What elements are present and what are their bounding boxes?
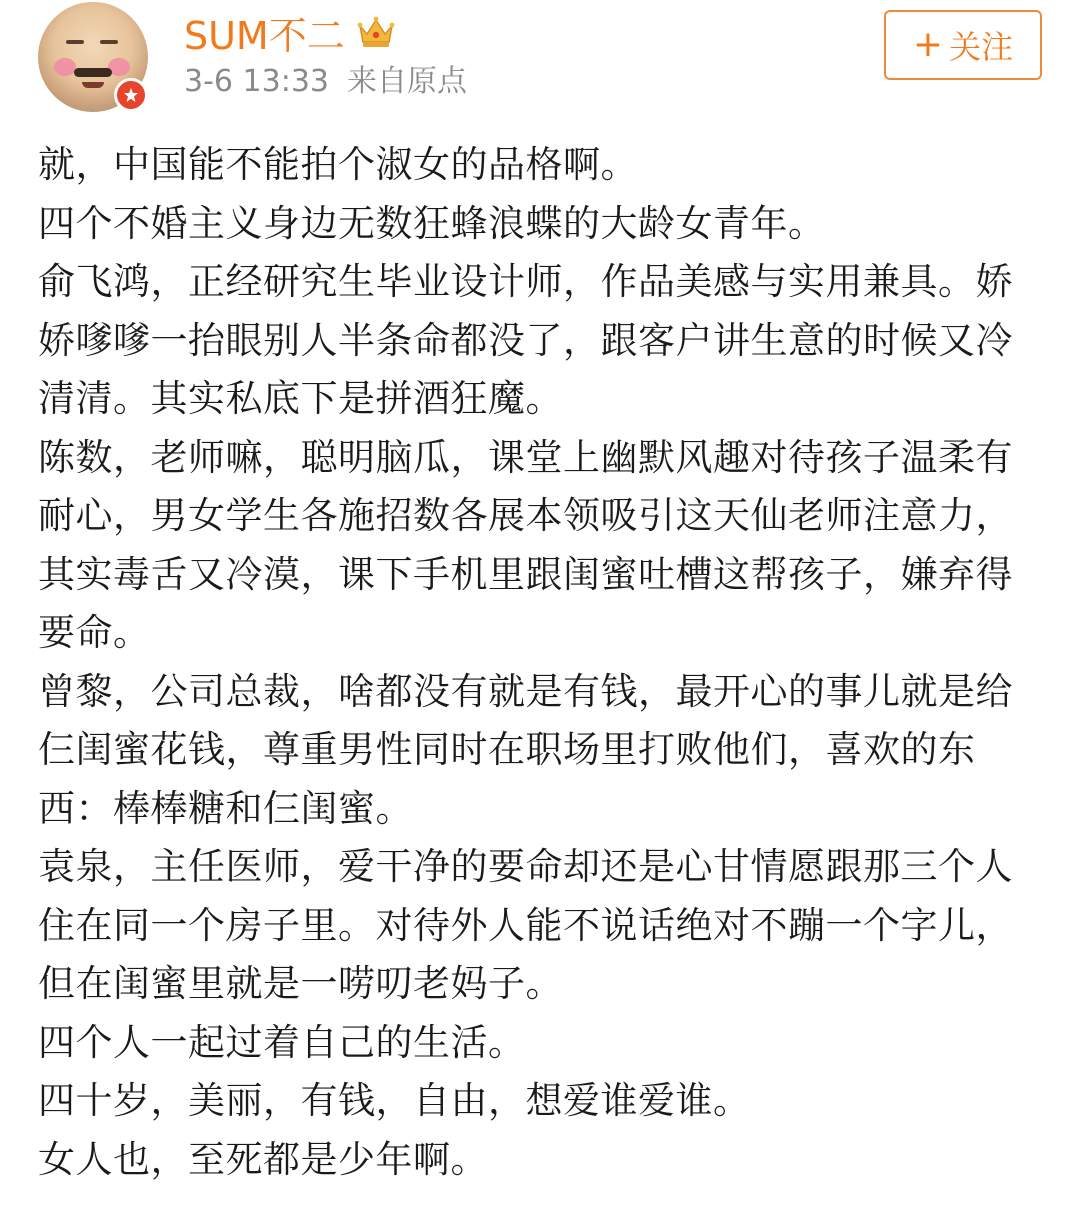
post-paragraph: 曾黎，公司总裁，啥都没有就是有钱，最开心的事儿就是给仨闺蜜花钱，尊重男性同时在职场里打败他们，喜欢的东西：棒棒糖和仨闺蜜。: [38, 669, 1013, 830]
post-paragraph: 四个人一起过着自己的生活。: [38, 1020, 526, 1064]
star-icon: [123, 87, 139, 103]
avatar-mouth: [82, 82, 104, 88]
author-name[interactable]: SUM不二: [184, 14, 345, 58]
post-paragraph: 四十岁，美丽，有钱，自由，想爱谁爱谁。: [38, 1079, 751, 1122]
crown-icon: [356, 14, 396, 50]
follow-label: 关注: [949, 28, 1014, 66]
follow-button[interactable]: [884, 10, 1042, 80]
plus-icon: +: [912, 24, 944, 65]
post-source[interactable]: 来自原点: [347, 64, 467, 99]
post-paragraph: 就，中国能不能拍个淑女的品格啊。: [38, 143, 638, 186]
post-body: [38, 136, 1048, 1189]
avatar-cheek-left: [54, 58, 76, 76]
post-meta: [184, 64, 467, 100]
post-paragraph: 袁泉，主任医师，爱干净的要命却还是心甘情愿跟那三个人住在同一个房子里。对待外人能不说话绝对不蹦一个字儿，但在闺蜜里就是一唠叨老妈子。: [38, 845, 1013, 1005]
verified-badge-icon: [114, 78, 148, 112]
post-paragraph: 陈数，老师嘛，聪明脑瓜，课堂上幽默风趣对待孩子温柔有耐心，男女学生各施招数各展本领吸引这天仙老师注意力，其实毒舌又冷漠，课下手机里跟闺蜜吐槽这帮孩子，嫌弃得要命。: [38, 435, 1013, 654]
avatar-mustache: [74, 68, 112, 77]
post-header: [0, 0, 1080, 125]
avatar-brow-right: [100, 40, 118, 44]
post-paragraph: 四个不婚主义身边无数狂蜂浪蝶的大龄女青年。: [38, 201, 826, 245]
post-time: 3-6 13:33: [184, 64, 329, 99]
post-paragraph: 俞飞鸿，正经研究生毕业设计师，作品美感与实用兼具。娇娇嗲嗲一抬眼别人半条命都没了，跟客户讲生意的时候又冷清清。其实私底下是拼酒狂魔。: [38, 260, 1013, 420]
avatar-brow-left: [66, 40, 84, 44]
post-paragraph: 女人也，至死都是少年啊。: [38, 1137, 488, 1181]
